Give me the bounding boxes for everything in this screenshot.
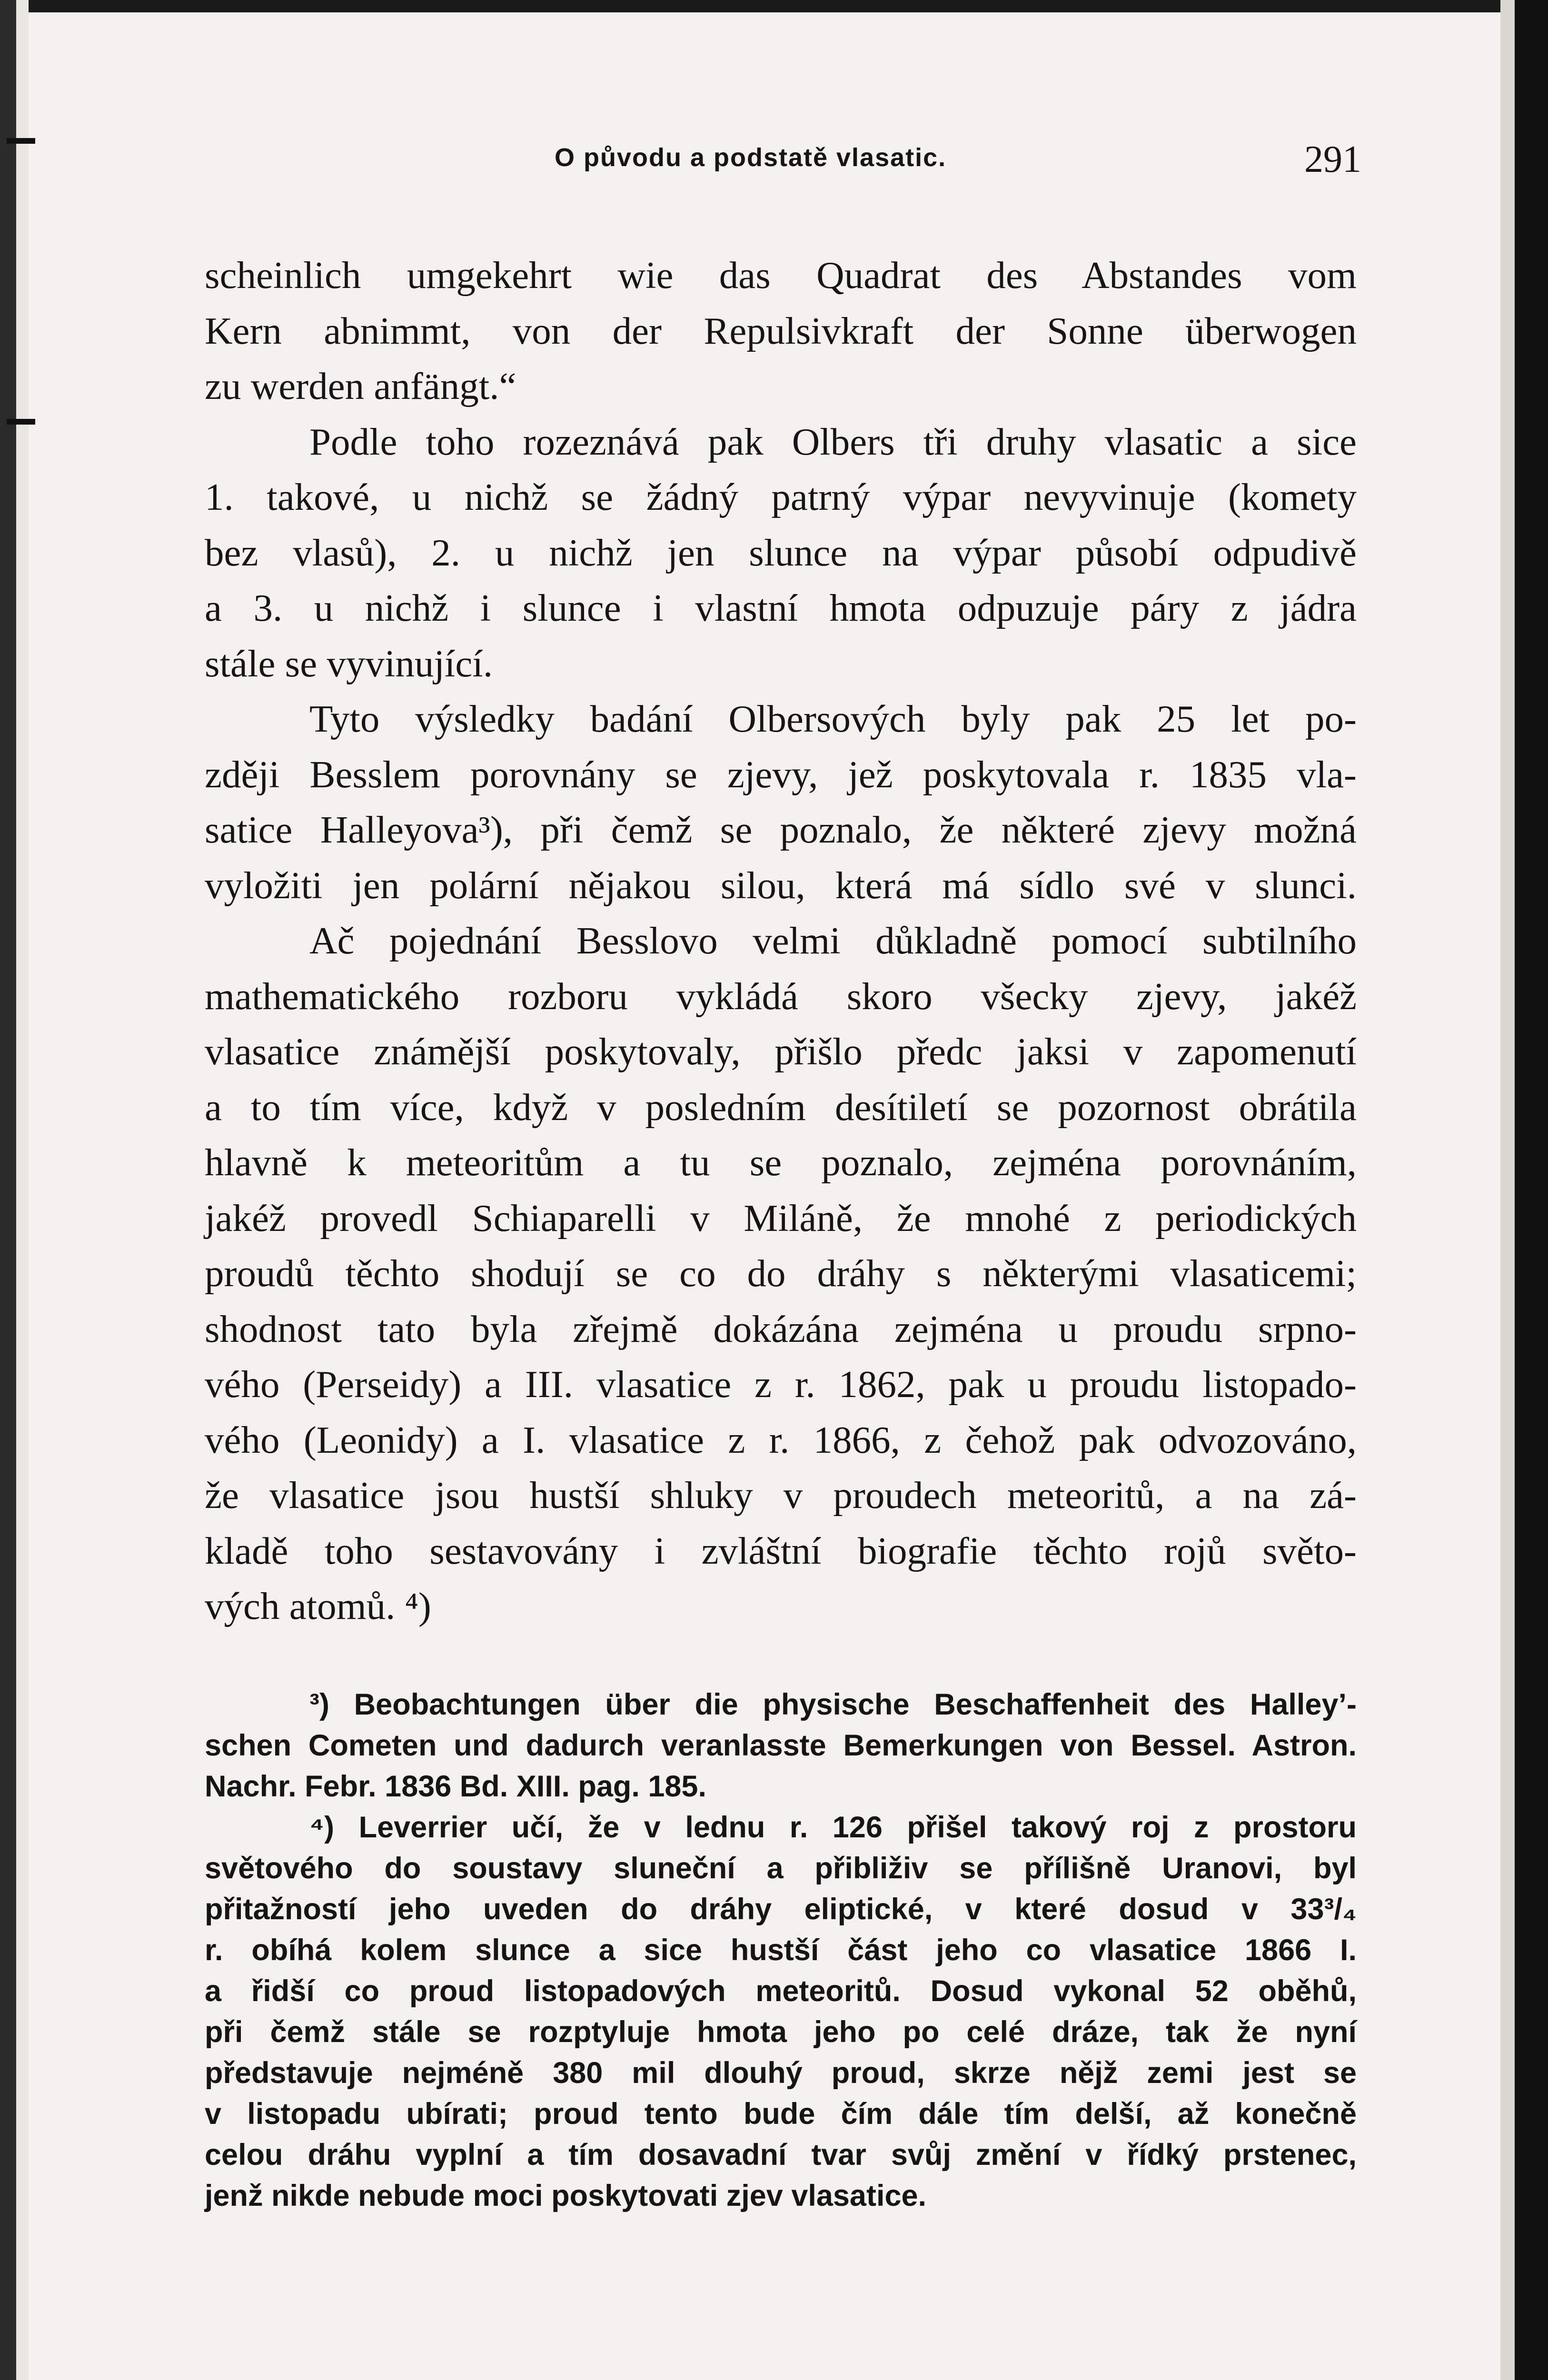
footnote-line: představuje nejméně 380 mil dlouhý proud, skrze nějž zemi jest se [205,2056,1357,2090]
text-line: Tyto výsledky badání Olbersových byly pak 25 let po- [309,697,1357,740]
text-line: bez vlasů), 2. u nichž jen slunce na výpar působí odpudivě [205,531,1357,574]
footnote-line: při čemž stále se rozptyluje hmota jeho po celé dráze, tak že nyní [205,2015,1357,2049]
page-number: 291 [1304,139,1361,180]
text-line: zději Besslem porovnány se zjevy, jež poskytovala r. 1835 vla- [205,753,1357,796]
main-text [205,248,1357,1634]
text-line: vyložiti jen polární nějakou silou, která má sídlo své v slunci. [205,863,1357,907]
binding-mark [7,138,35,144]
footnote-line: ⁴) Leverrier učí, že v lednu r. 126 přišel takový roj z prostoru [309,1810,1357,1844]
text-line: jakéž provedl Schiaparelli v Miláně, že mnohé z periodických [205,1196,1357,1240]
page-header [205,133,1361,195]
text-line: Kern abnimmt, von der Repulsivkraft der Sonne überwogen [205,309,1357,352]
text-line: zu werden anfängt.“ [205,365,516,407]
text-line: proudů těchto shodují se co do dráhy s některými vlasaticemi; [205,1252,1357,1295]
footnote [205,1807,1357,2216]
scan-left-edge [0,0,16,2380]
footnote-line: světového do soustavy sluneční a přibliživ se přílišně Uranovi, byl [205,1851,1357,1885]
text-line: že vlasatice jsou hustší shluky v proudech meteoritů, a na zá- [205,1474,1357,1517]
scan-top-edge [0,0,1548,12]
text-line: a 3. u nichž i slunce i vlastní hmota odpuzuje páry z jádra [205,586,1357,629]
text-line: mathematického rozboru vykládá skoro všecky zjevy, jakéž [205,974,1357,1018]
book-page [205,133,1361,2216]
text-line: Podle toho rozeznává pak Olbers tři druhy vlasatic a sice [309,420,1357,463]
footnotes [205,1684,1357,2216]
text-line: vého (Perseidy) a III. vlasatice z r. 1862, pak u proudu listopado- [205,1363,1357,1406]
text-line: a to tím více, když v posledním desítiletí se pozornost obrátila [205,1085,1357,1129]
text-line: stále se vyvinující. [205,642,493,685]
text-line: satice Halleyova³), při čemž se poznalo, že některé zjevy možná [205,808,1357,851]
footnote-line: Nachr. Febr. 1836 Bd. XIII. pag. 185. [205,1769,706,1803]
text-line: Ač pojednání Besslovo velmi důkladně pomocí subtilního [309,919,1357,962]
footnote-line: ³) Beobachtungen über die physische Beschaffenheit des Halley’- [309,1687,1357,1721]
running-title: O původu a podstatě vlasatic. [555,143,947,172]
footnote-line: a řidší co proud listopadových meteoritů. Dosud vykonal 52 oběhů, [205,1974,1357,2008]
scan-right-edge [1515,0,1548,2380]
text-line: shodnost tato byla zřejmě dokázána zejména u proudu srpno- [205,1307,1357,1350]
text-line: vlasatice známější poskytovaly, přišlo předc jaksi v zapomenutí [205,1030,1357,1073]
text-line: vých atomů. ⁴) [205,1585,431,1627]
paragraph [205,414,1357,692]
paragraph [205,913,1357,1634]
footnote [205,1684,1357,1807]
footnote-line: jenž nikde nebude moci poskytovati zjev vlasatice. [205,2179,927,2212]
footnote-line: r. obíhá kolem slunce a sice hustší část jeho co vlasatice 1866 I. [205,1933,1357,1967]
footnote-line: v listopadu ubírati; proud tento bude čím dále tím delší, až konečně [205,2097,1357,2131]
footnote-line: celou dráhu vyplní a tím dosavadní tvar svůj změní v řídký prstenec, [205,2138,1357,2172]
text-line: kladě toho sestavovány i zvláštní biografie těchto rojů světo- [205,1529,1357,1572]
footnote-line: schen Cometen und dadurch veranlasste Bemerkungen von Bessel. Astron. [205,1728,1357,1762]
scan-right-margin [1500,0,1515,2380]
text-line: vého (Leonidy) a I. vlasatice z r. 1866, z čehož pak odvozováno, [205,1418,1357,1461]
text-line: hlavně k meteoritům a tu se poznalo, zejména porovnáním, [205,1141,1357,1184]
scan-left-margin [16,0,29,2380]
paragraph [205,691,1357,913]
binding-mark [7,419,35,425]
footnote-line: přitažností jeho uveden do dráhy eliptické, v které dosud v 33³/₄ [205,1892,1357,1926]
text-line: 1. takové, u nichž se žádný patrný výpar nevyvinuje (komety [205,476,1357,518]
paragraph [205,248,1357,414]
text-line: scheinlich umgekehrt wie das Quadrat des Abstandes vom [205,254,1357,297]
